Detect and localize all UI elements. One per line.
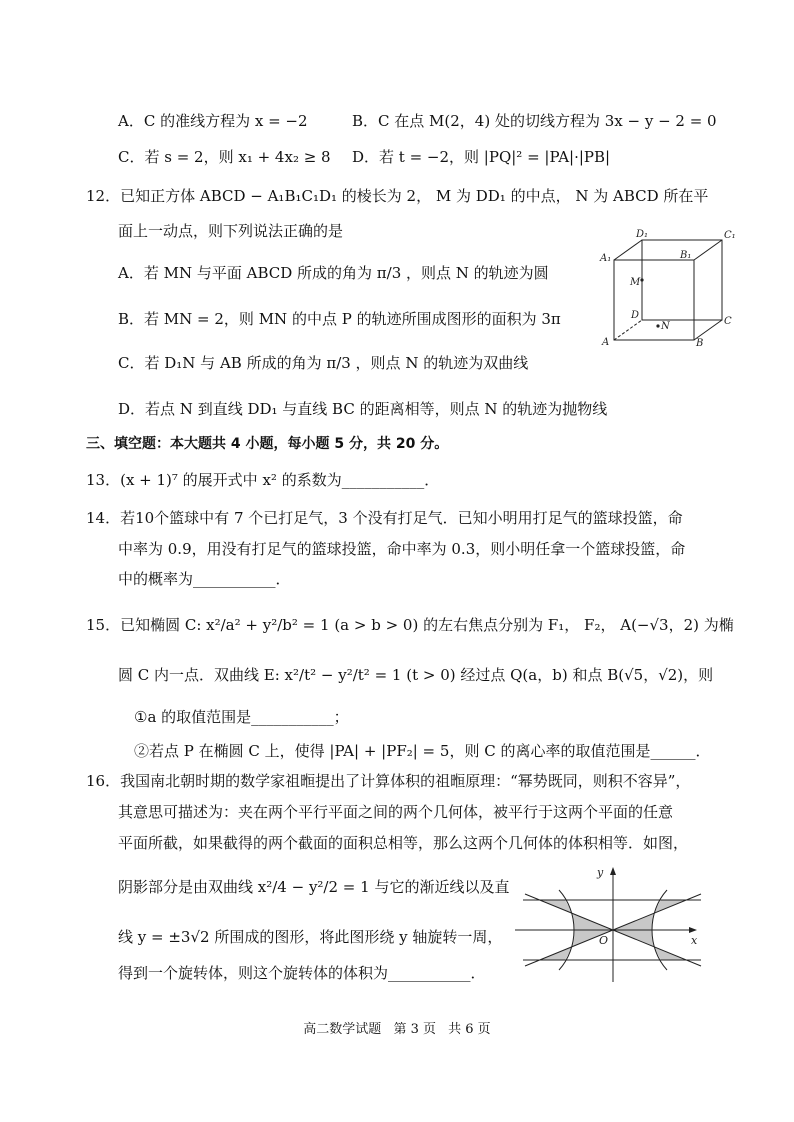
- label-c1: C₁: [724, 230, 736, 241]
- q16-line1: 16．我国南北朝时期的数学家祖暅提出了计算体积的祖暅原理：“幂势既同，则积不容异”，: [86, 772, 691, 790]
- label-c: C: [724, 316, 732, 327]
- q11-option-d: D．若 t = −2，则 |PQ|² = |PA|·|PB|: [352, 148, 611, 166]
- footer-page: 第 3 页: [393, 1022, 436, 1037]
- q15-line2: 圆 C 内一点．双曲线 E: x²/t² − y²/t² = 1 (t > 0) 经过点 Q(a，b) 和点 B(√5，√2)，则: [118, 666, 714, 684]
- q12-option-d: D．若点 N 到直线 DD₁ 与直线 BC 的距离相等，则点 N 的轨迹为抛物线: [118, 400, 608, 418]
- q12-option-a: A．若 MN 与平面 ABCD 所成的角为 π/3 ，则点 N 的轨迹为圆: [118, 264, 549, 282]
- q11-option-a: A．C 的准线方程为 x = −2: [118, 112, 308, 130]
- q16-line6: 得到一个旋转体，则这个旋转体的体积为___________．: [118, 964, 486, 982]
- q11-option-c: C．若 s = 2，则 x₁ + 4x₂ ≥ 8: [118, 148, 331, 166]
- label-d1: D₁: [636, 229, 649, 240]
- q15-part1: ①a 的取值范围是___________；: [134, 708, 349, 726]
- q16-line4: 阴影部分是由双曲线 x²/4 − y²/2 = 1 与它的渐近线以及直: [118, 878, 510, 896]
- q16-line3: 平面所截，如果截得的两个截面的面积总相等，那么这两个几何体的体积相等．如图，: [118, 834, 689, 852]
- footer-total: 共 6 页: [448, 1022, 491, 1037]
- q12-stem-line1: 12．已知正方体 ABCD − A₁B₁C₁D₁ 的棱长为 2， M 为 DD₁ 的中点， N 为 ABCD 所在平: [86, 187, 709, 205]
- point-m: [640, 278, 643, 281]
- q12-option-b: B．若 MN = 2，则 MN 的中点 P 的轨迹所围成图形的面积为 3π: [118, 310, 561, 328]
- label-x: x: [691, 934, 698, 947]
- y-axis-arrow: [610, 867, 616, 875]
- page-footer: [0, 1018, 794, 1037]
- cube-figure: [596, 228, 746, 352]
- label-o: O: [599, 934, 609, 947]
- label-b: B: [696, 338, 704, 349]
- q15-line1: 15．已知椭圆 C: x²/a² + y²/b² = 1 (a > b > 0) 的左右焦点分别为 F₁， F₂， A(−√3，2) 为椭: [86, 616, 734, 634]
- label-a: A: [602, 337, 610, 348]
- footer-title: 高二数学试题: [303, 1022, 382, 1037]
- label-b1: B₁: [680, 250, 692, 261]
- q11-option-b: B．C 在点 M(2，4) 处的切线方程为 3x − y − 2 = 0: [352, 112, 717, 130]
- q13-text: 13．(x + 1)⁷ 的展开式中 x² 的系数为___________．: [86, 471, 440, 489]
- label-m: M: [630, 277, 641, 288]
- x-axis-arrow: [689, 927, 697, 933]
- q16-line5: 线 y = ±3√2 所围成的图形，将此图形绕 y 轴旋转一周，: [118, 928, 503, 946]
- q12-stem-line2: 面上一动点，则下列说法正确的是: [118, 222, 344, 240]
- q15-part2: ②若点 P 在椭圆 C 上，使得 |PA| + |PF₂| = 5，则 C 的离心率的取值范围是______．: [134, 742, 711, 760]
- point-n: [656, 324, 659, 327]
- q14-line1: 14．若10个篮球中有 7 个已打足气，3 个没有打足气．已知小明用打足气的篮球投篮，命: [86, 509, 683, 527]
- q14-line3: 中的概率为___________．: [118, 570, 291, 588]
- hyperbola-figure: [515, 862, 705, 986]
- section-heading: 三、填空题：本大题共 4 小题，每小题 5 分，共 20 分。: [86, 436, 449, 452]
- cube-front-face: [614, 260, 694, 340]
- label-a1: A₁: [600, 253, 612, 264]
- label-y: y: [597, 866, 604, 879]
- q14-line2: 中率为 0.9，用没有打足气的篮球投篮，命中率为 0.3，则小明任拿一个篮球投篮，命: [118, 540, 686, 558]
- q12-option-c: C．若 D₁N 与 AB 所成的角为 π/3 ，则点 N 的轨迹为双曲线: [118, 354, 529, 372]
- label-d: D: [631, 310, 640, 321]
- label-n: N: [661, 321, 670, 332]
- q16-line2: 其意思可描述为：夹在两个平行平面之间的两个几何体，被平行于这两个平面的任意: [118, 803, 674, 821]
